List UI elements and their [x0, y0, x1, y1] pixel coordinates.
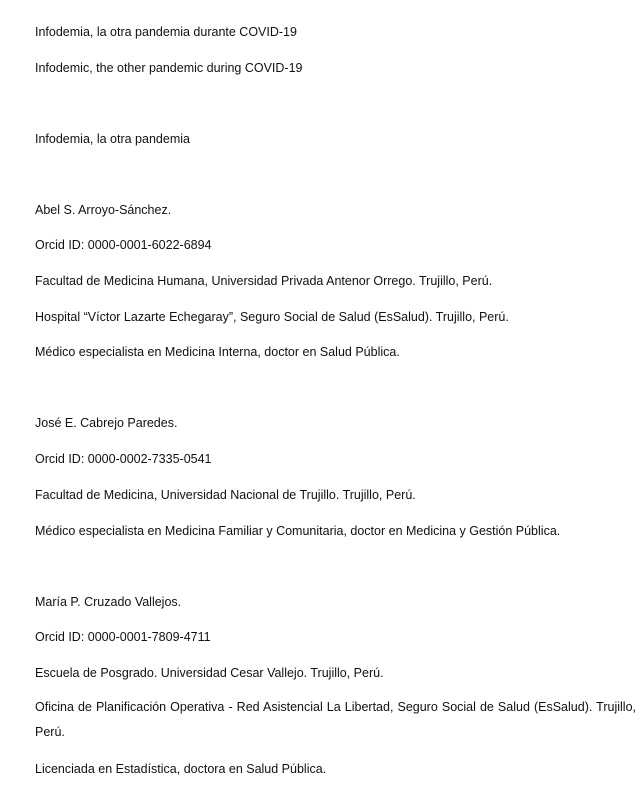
- author-1-affiliation-1: Facultad de Medicina Humana, Universidad Privada Antenor Orrego. Trujillo, Perú.: [35, 274, 493, 288]
- author-3-orcid: Orcid ID: 0000-0001-7809-4711: [35, 630, 211, 644]
- short-title: Infodemia, la otra pandemia: [35, 132, 190, 146]
- author-1-affiliation-2: Hospital “Víctor Lazarte Echegaray”, Seguro Social de Salud (EsSalud). Trujillo, Perú.: [35, 310, 509, 324]
- author-2-orcid: Orcid ID: 0000-0002-7335-0541: [35, 452, 212, 466]
- author-2-name: José E. Cabrejo Paredes.: [35, 416, 178, 430]
- author-3-name: María P. Cruzado Vallejos.: [35, 595, 182, 609]
- author-3-affiliation-2: Oficina de Planificación Operativa - Red Asistencial La Libertad, Seguro Social de Salud (EsSalud). Trujillo, Perú.: [35, 700, 636, 739]
- author-1-degree: Médico especialista en Medicina Interna, doctor en Salud Pública.: [35, 345, 400, 359]
- author-3-affiliation-1: Escuela de Posgrado. Universidad Cesar Vallejo. Trujillo, Perú.: [35, 666, 384, 680]
- title-english: Infodemic, the other pandemic during COVID-19: [35, 61, 303, 75]
- author-3-degree: Licenciada en Estadística, doctora en Salud Pública.: [35, 762, 327, 776]
- title-spanish: Infodemia, la otra pandemia durante COVID-19: [35, 25, 297, 39]
- author-2-degree: Médico especialista en Medicina Familiar y Comunitaria, doctor en Medicina y Gestión Pública.: [35, 524, 561, 538]
- author-1-name: Abel S. Arroyo-Sánchez.: [35, 203, 172, 217]
- author-1-orcid: Orcid ID: 0000-0001-6022-6894: [35, 238, 212, 252]
- author-2-affiliation-1: Facultad de Medicina, Universidad Nacional de Trujillo. Trujillo, Perú.: [35, 488, 416, 502]
